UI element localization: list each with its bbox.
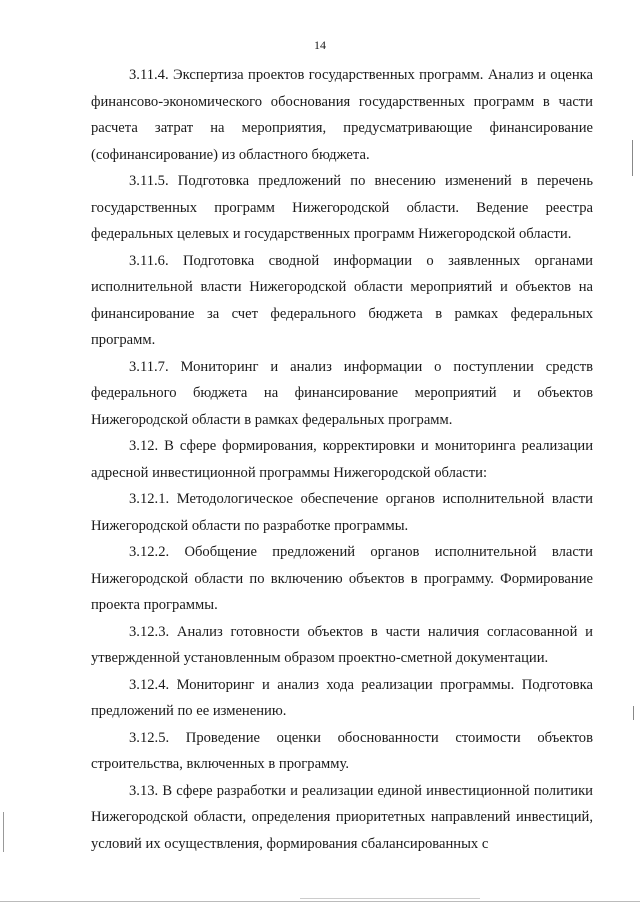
paragraph-3-12-5: 3.12.5. Проведение оценки обоснованности стоимости объектов строительства, включенных в программу. [91, 729, 593, 772]
paragraph-3-12-1: 3.12.1. Методологическое обеспечение органов исполнительной власти Нижегородской области по разработке программы. [91, 491, 593, 534]
paragraph-3-12-2: 3.12.2. Обобщение предложений органов исполнительной власти Нижегородской области по включению объектов в программу. Формирование проекта программы. [91, 544, 593, 613]
scan-artifact-bottom-smudge [300, 898, 480, 899]
scan-artifact-right-bottom [633, 706, 634, 720]
document-body [91, 62, 593, 857]
scan-artifact-bottom-edge [0, 901, 640, 902]
paragraph-3-12-3: 3.12.3. Анализ готовности объектов в части наличия согласованной и утвержденной установленным образом проектно-сметной документации. [91, 623, 593, 666]
scan-artifact-right-top [632, 140, 633, 176]
paragraph-3-13: 3.13. В сфере разработки и реализации единой инвестиционной политики Нижегородской области, определения приоритетных направлений инвестиций, условий их осуществления, формирования сбалансированных с [91, 782, 593, 852]
paragraph-3-11-4: 3.11.4. Экспертиза проектов государственных программ. Анализ и оценка финансово-экономического обоснования государственных программ в части расчета затрат на мероприятия, предусматривающие финансирование (софинансирование) из областного бюджета. [91, 67, 593, 163]
paragraph-3-11-7: 3.11.7. Мониторинг и анализ информации о поступлении средств федерального бюджета на финансирование мероприятий и объектов Нижегородской области в рамках федеральных программ. [91, 358, 593, 428]
paragraph-3-12: 3.12. В сфере формирования, корректировки и мониторинга реализации адресной инвестиционной программы Нижегородской области: [91, 438, 593, 481]
page-number: 14 [314, 38, 326, 52]
paragraph-3-11-5: 3.11.5. Подготовка предложений по внесению изменений в перечень государственных программ Нижегородской области. Ведение реестра федеральных целевых и государственных программ Нижегородской области. [91, 173, 593, 242]
scan-artifact-left [3, 812, 4, 852]
paragraph-3-12-4: 3.12.4. Мониторинг и анализ хода реализации программы. Подготовка предложений по ее изменению. [91, 676, 593, 719]
paragraph-3-11-6: 3.11.6. Подготовка сводной информации о заявленных органами исполнительной власти Нижегородской области мероприятий и объектов на финансирование за счет федерального бюджета в рамках федеральных программ. [91, 252, 593, 348]
